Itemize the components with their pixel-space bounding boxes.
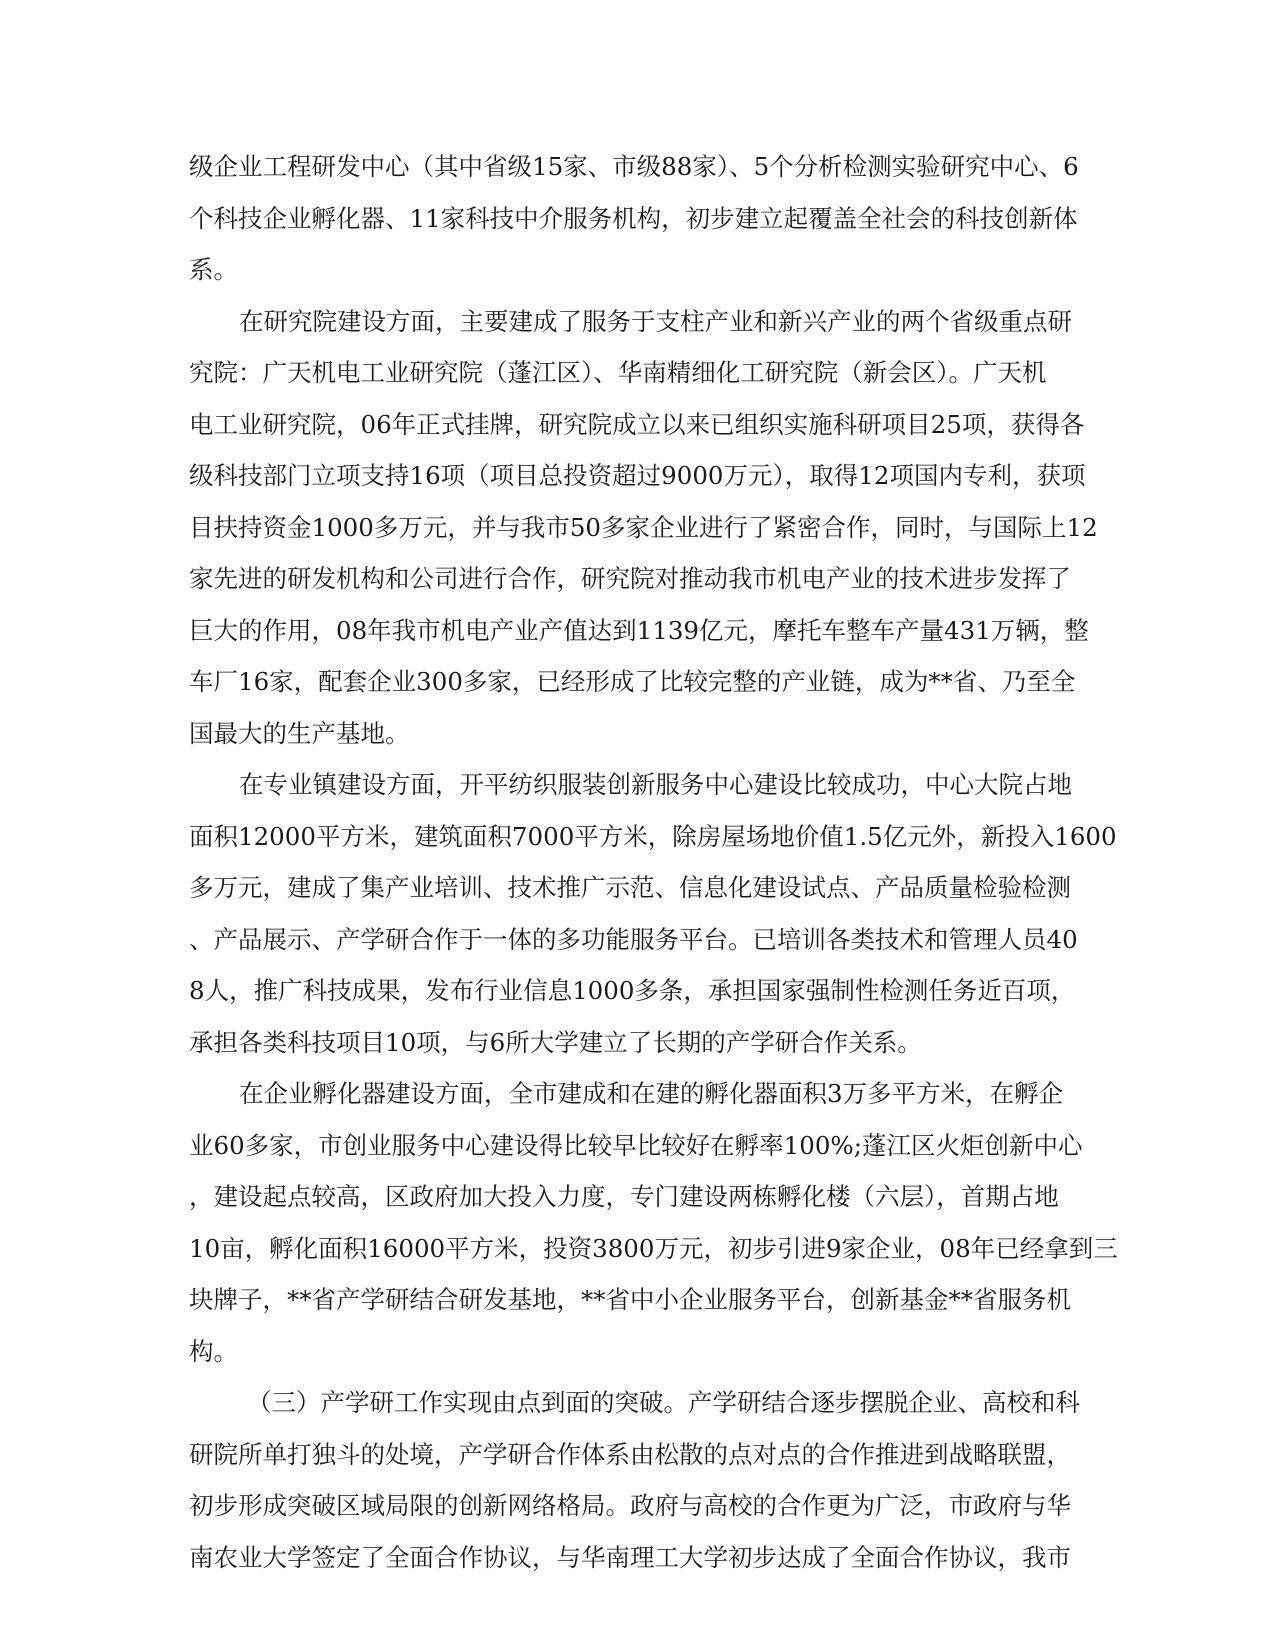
body-text (189, 141, 1118, 1583)
text-line: 究院：广天机电工业研究院（蓬江区）、华南精细化工研究院（新会区）。广天机 (189, 358, 1047, 387)
text-line: 国最大的生产基地。 (189, 718, 410, 748)
text-line: 在专业镇建设方面，开平纺织服装创新服务中心建设比较成功，中心大院占地 (239, 770, 1072, 799)
text-line: ，建设起点较高，区政府加大投入力度，专门建设两栋孵化楼（六层），首期占地 (189, 1182, 1059, 1211)
text-line: 目扶持资金1000多万元，并与我市50多家企业进行了紧密合作，同时，与国际上12 (189, 512, 1098, 542)
text-line: 面积12000平方米，建筑面积7000平方米，除房屋场地价值1.5亿元外，新投入1600 (189, 821, 1117, 851)
text-line: 10亩，孵化面积16000平方米，投资3800万元，初步引进9家企业，08年已经拿到三 (189, 1233, 1118, 1263)
text-line: 车厂16家，配套企业300多家，已经形成了比较完整的产业链，成为**省、乃至全 (189, 667, 1076, 696)
text-line: 在企业孵化器建设方面，全市建成和在建的孵化器面积3万多平方米，在孵企 (239, 1079, 1064, 1108)
paragraph-incubators (189, 1068, 1118, 1377)
text-line: 南农业大学签定了全面合作协议，与华南理工大学初步达成了全面合作协议，我市 (189, 1542, 1071, 1572)
paragraph-industry-university-research (189, 1377, 1079, 1583)
text-line: 多万元，建成了集产业培训、技术推广示范、信息化建设试点、产品质量检验检测 (189, 873, 1071, 902)
text-line: 8人，推广科技成果，发布行业信息1000多条，承担国家强制性检测任务近百项， (189, 976, 1076, 1005)
text-line: 电工业研究院，06年正式挂牌，研究院成立以来已组织实施科研项目25项，获得各 (189, 409, 1085, 439)
text-line: 级科技部门立项支持16项（项目总投资超过9000万元），取得12项国内专利，获项 (189, 461, 1086, 490)
text-line: 个科技企业孵化器、11家科技中介服务机构，初步建立起覆盖全社会的科技创新体 (189, 203, 1078, 233)
text-line: 级企业工程研发中心（其中省级15家、市级88家）、5个分析检测实验研究中心、6 (189, 152, 1079, 181)
paragraph-research-centers (189, 141, 1079, 296)
text-line: 家先进的研发机构和公司进行合作，研究院对推动我市机电产业的技术进步发挥了 (189, 564, 1071, 593)
paragraph-research-institutes (189, 296, 1098, 760)
text-line: 在研究院建设方面，主要建成了服务于支柱产业和新兴产业的两个省级重点研 (239, 306, 1072, 336)
text-line: 系。 (189, 255, 238, 284)
text-line: 块牌子，**省产学研结合研发基地，**省中小企业服务平台，创新基金**省服务机 (189, 1285, 1071, 1314)
text-line: 业60多家，市创业服务中心建设得比较早比较好在孵率100%;蓬江区火炬创新中心 (189, 1130, 1083, 1160)
paragraph-specialized-towns (189, 759, 1117, 1068)
text-line: 研院所单打独斗的处境，产学研合作体系由松散的点对点的合作推进到战略联盟， (189, 1439, 1071, 1469)
text-line: 初步形成突破区域局限的创新网络格局。政府与高校的合作更为广泛，市政府与华 (189, 1491, 1071, 1520)
text-line: 巨大的作用，08年我市机电产业产值达到1139亿元，摩托车整车产量431万辆，整 (189, 615, 1089, 645)
text-line: 承担各类科技项目10项，与6所大学建立了长期的产学研合作关系。 (189, 1027, 922, 1057)
text-line: 、产品展示、产学研合作于一体的多功能服务平台。已培训各类技术和管理人员40 (189, 924, 1078, 954)
section-heading-line: （三）产学研工作实现由点到面的突破。产学研结合逐步摆脱企业、高校和科 (247, 1388, 1080, 1417)
text-line: 构。 (189, 1336, 238, 1366)
